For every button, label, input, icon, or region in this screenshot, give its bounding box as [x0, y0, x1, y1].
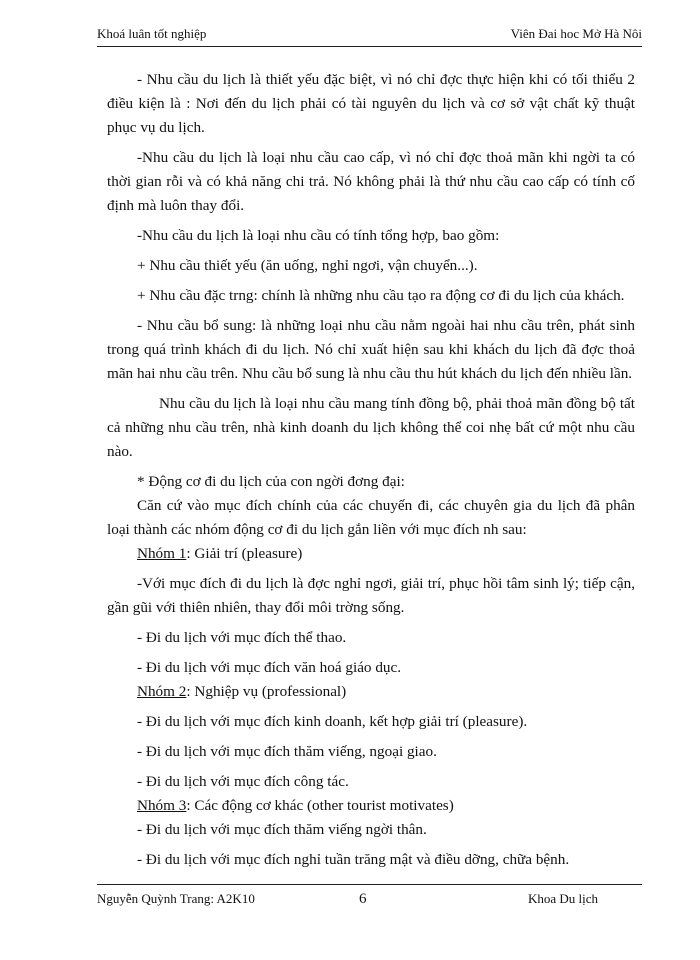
footer-department: Khoa Du lịch: [527, 891, 598, 906]
group-heading: [107, 680, 635, 704]
paragraph: Nhu cầu du lịch là loại nhu cầu mang tính đồng bộ, phải thoả mãn đồng bộ tất cả những nhu cầu trên, nhà kinh doanh du lịch không thể coi nhẹ bất cứ một nhu cầu nào.: [107, 395, 635, 460]
header-rule: [97, 46, 642, 47]
section-heading: * Động cơ đi du lịch của con ngời đơng đại:: [137, 473, 405, 490]
page-header: [97, 26, 642, 46]
list-item: + Nhu cầu đặc trng: chính là những nhu cầu tạo ra động cơ đi du lịch của khách.: [137, 287, 625, 304]
list-item: - Đi du lịch với mục đích văn hoá giáo dục.: [137, 659, 402, 676]
header-right: Viên Đai hoc Mở Hà Nôi: [510, 26, 642, 41]
group-label: Nhóm 1: [137, 545, 187, 562]
header-left: Khoá luân tốt nghiệp: [97, 26, 207, 41]
paragraph: -Nhu cầu du lịch là loại nhu cầu cao cấp, vì nó chỉ đợc thoả mãn khi ngời ta có thời gian rỗi và có khả năng chi trả. Nó không phải là thứ nhu cầu cao cấp có tính cố định mà luôn thay đổi.: [107, 149, 635, 214]
paragraph: - Nhu cầu bổ sung: là những loại nhu cầu nằm ngoài hai nhu cầu trên, phát sinh trong quá trình khách đi du lịch. Nó chỉ xuất hiện sau khi khách du lịch đã đợc thoả mãn hai nhu cầu trên. Nhu cầu bổ sung là nhu cầu thu hút khách du lịch đến nhiều lần.: [107, 317, 635, 382]
group-heading: [107, 794, 635, 818]
paragraph: - Nhu cầu du lịch là thiết yếu đặc biệt, vì nó chỉ đợc thực hiện khi có tối thiểu 2 điều kiện là : Nơi đến du lịch phải có tài nguyên du lịch và cơ sở vật chất kỹ thuật phục vụ du lịch.: [107, 71, 635, 136]
page-body: [107, 68, 635, 872]
page-footer: [97, 891, 642, 911]
list-item: - Đi du lịch với mục đích công tác.: [137, 773, 349, 790]
group-label: Nhóm 3: [137, 797, 187, 814]
paragraph: -Với mục đích đi du lịch là đợc nghỉ ngơi, giải trí, phục hồi tâm sinh lý; tiếp cận, gần gũi với thiên nhiên, thay đổi môi trờng sống.: [107, 575, 635, 616]
list-item: - Đi du lịch với mục đích kinh doanh, kết hợp giải trí (pleasure).: [137, 713, 528, 730]
group-heading: [107, 542, 635, 566]
list-item: - Đi du lịch với mục đích thể thao.: [137, 629, 347, 646]
group-title: : Các động cơ khác (other tourist motivates): [186, 797, 454, 814]
paragraph: Căn cứ vào mục đích chính của các chuyến đi, các chuyên gia du lịch đã phân loại thành các nhóm động cơ đi du lịch gắn liền với mục đích nh sau:: [107, 497, 635, 538]
paragraph: -Nhu cầu du lịch là loại nhu cầu có tính tổng hợp, bao gồm:: [137, 227, 500, 244]
list-item: + Nhu cầu thiết yếu (ăn uống, nghỉ ngơi, vận chuyển...).: [137, 257, 478, 274]
list-item: - Đi du lịch với mục đích thăm viếng ngời thân.: [137, 821, 427, 838]
group-title: : Giải trí (pleasure): [186, 545, 303, 562]
list-item: - Đi du lịch với mục đích thăm viếng, ngoại giao.: [137, 743, 437, 760]
footer-rule: [97, 884, 642, 885]
page-number: 6: [359, 891, 367, 907]
group-label: Nhóm 2: [137, 683, 187, 700]
group-title: : Nghiệp vụ (professional): [186, 683, 347, 700]
list-item: - Đi du lịch với mục đích nghỉ tuần trăng mật và điều dỡng, chữa bệnh.: [137, 851, 570, 868]
footer-author: Nguyễn Quỳnh Trang: A2K10: [97, 891, 255, 906]
